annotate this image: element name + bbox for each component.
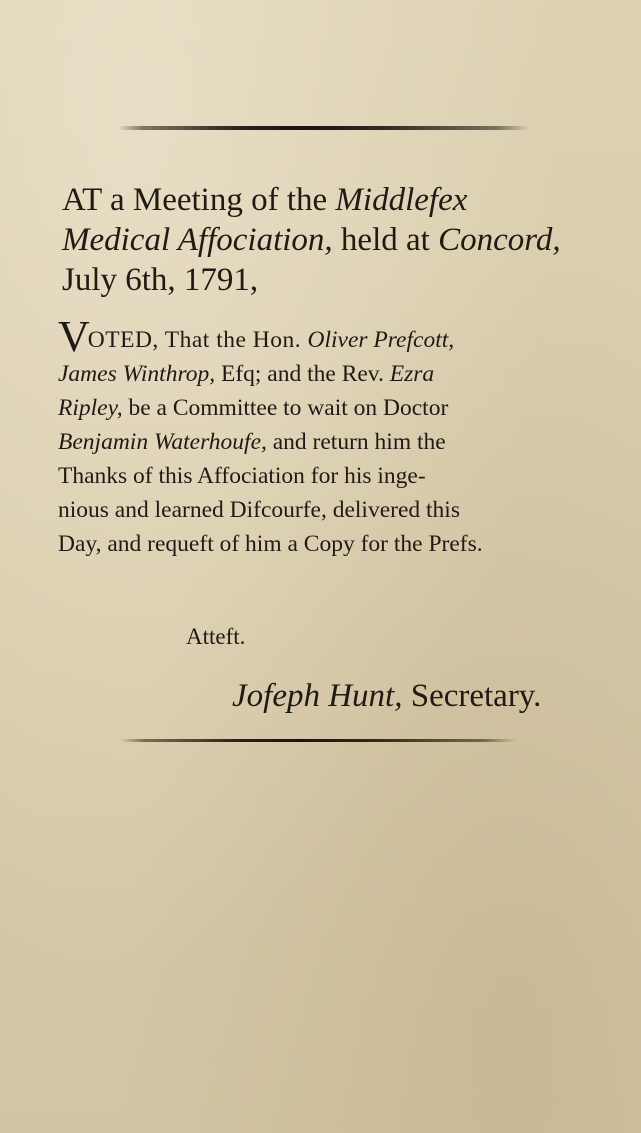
bottom-ornamental-rule [120, 739, 516, 742]
top-ornamental-rule [118, 126, 530, 130]
heading-place: Concord, [438, 222, 561, 258]
attest-label: Atteft. [186, 624, 246, 649]
vote-line-2 [58, 357, 578, 391]
vote-name: James Winthrop, [58, 361, 216, 387]
heading-county: Middlefex [335, 182, 468, 218]
heading-line-2 [62, 220, 582, 260]
vote-name: Ezra [389, 361, 435, 387]
heading-line-3: July 6th, 1791, [62, 262, 259, 298]
vote-text: Efq; and the Rev. [215, 361, 390, 387]
heading-text: held at [332, 222, 439, 258]
drop-cap: V [58, 312, 90, 361]
vote-line-3 [58, 391, 578, 425]
vote-name: Benjamin Waterhoufe, [58, 429, 267, 455]
vote-line-5: Thanks of this Affociation for his inge- [58, 463, 426, 489]
vote-line-1 [58, 312, 578, 361]
secretary-name: Jofeph Hunt, [232, 678, 403, 714]
secretary-title: Secretary. [402, 678, 542, 714]
vote-line-4 [58, 425, 578, 459]
vote-name: Ripley, [58, 395, 123, 421]
vote-name: Oliver Prefcott, [307, 327, 455, 353]
heading-association: Medical Affociation, [62, 222, 333, 258]
meeting-heading [62, 180, 582, 300]
vote-text: be a Committee to wait on Doctor [122, 395, 449, 421]
signature-line [232, 676, 541, 716]
vote-line-7: Day, and requeft of him a Copy for the Prefs. [58, 531, 483, 557]
vote-text: OTED, That the Hon. [87, 327, 308, 353]
vote-line-6: nious and learned Difcourfe, delivered this [58, 497, 460, 523]
vote-text: and return him the [266, 429, 446, 455]
vote-paragraph [58, 312, 578, 561]
heading-line-1 [62, 180, 582, 220]
heading-text: AT a Meeting of the [62, 182, 336, 218]
